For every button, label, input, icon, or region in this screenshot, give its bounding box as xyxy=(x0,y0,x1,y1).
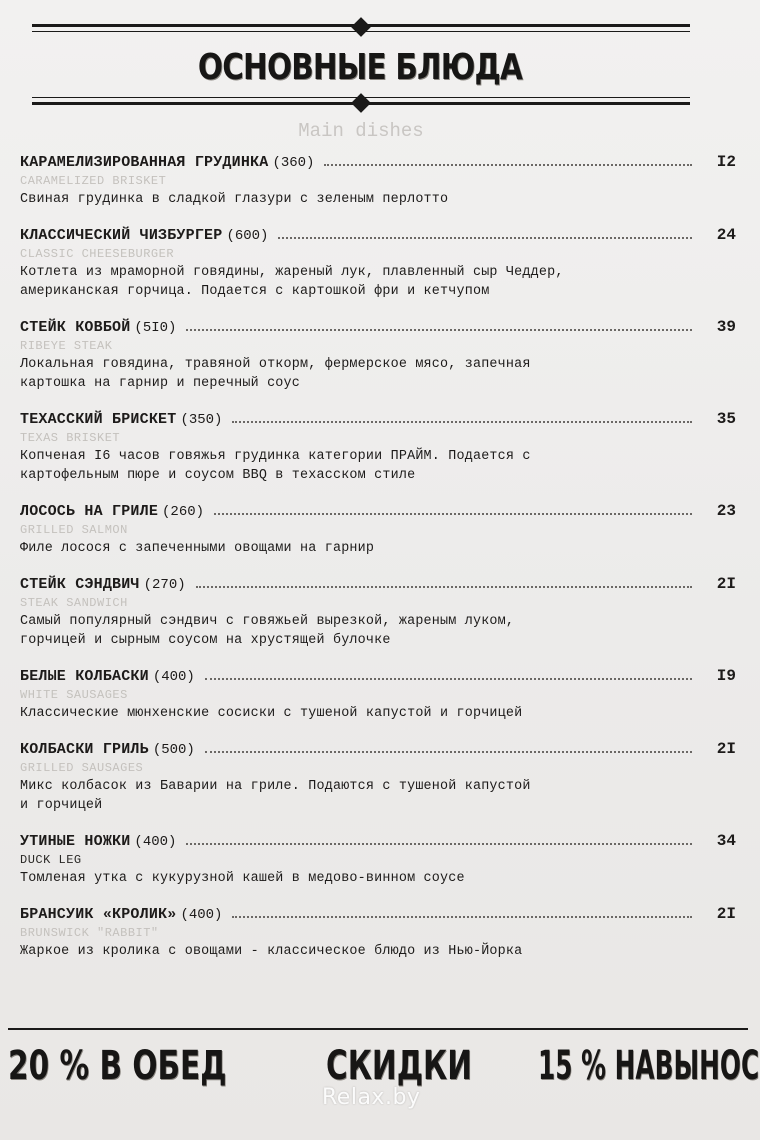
dish-english-name: CLASSIC CHEESEBURGER xyxy=(20,247,175,261)
dish-name: СТЕЙК КОВБОЙ xyxy=(20,319,131,336)
dot-leader xyxy=(232,904,692,918)
dot-leader xyxy=(232,409,692,423)
dish-item xyxy=(20,407,736,485)
dish-item xyxy=(20,664,736,723)
watermark: Relax.by xyxy=(322,1085,421,1110)
dish-name: КОЛБАСКИ ГРИЛЬ xyxy=(20,741,149,758)
dish-weight: (400) xyxy=(180,907,223,923)
dish-weight: (400) xyxy=(152,669,195,685)
dish-english-name: GRILLED SAUSAGES xyxy=(20,761,144,775)
dish-description: Микс колбасок из Баварии на гриле. Подаются с тушеной капустой и горчицей xyxy=(20,779,531,813)
dish-item xyxy=(20,572,736,650)
dish-name: ЛОСОСЬ НА ГРИЛЕ xyxy=(20,503,159,520)
dot-leader xyxy=(214,501,692,515)
dish-description: Свиная грудинка в сладкой глазури с зеленым перлотто xyxy=(20,192,449,207)
dot-leader xyxy=(186,831,692,845)
section-subtitle: Main dishes xyxy=(298,120,424,142)
dish-item xyxy=(20,499,736,558)
dish-item xyxy=(20,902,736,961)
dish-name: УТИНЫЕ НОЖКИ xyxy=(20,833,131,850)
dish-list xyxy=(20,150,736,975)
dish-description: Классические мюнхенские сосиски с тушеной капустой и горчицей xyxy=(20,706,523,721)
dish-weight: (400) xyxy=(134,834,177,850)
dish-english-name: TEXAS BRISKET xyxy=(20,431,121,445)
dish-description: Томленая утка с кукурузной кашей в медово-винном соусе xyxy=(20,871,465,886)
dish-name: КЛАССИЧЕСКИЙ ЧИЗБУРГЕР xyxy=(20,227,223,244)
dish-item xyxy=(20,223,736,301)
dish-price: 34 xyxy=(716,832,736,850)
dish-item xyxy=(20,315,736,393)
dish-price: 2I xyxy=(716,905,736,923)
dot-leader xyxy=(186,317,692,331)
top-ornament-rule xyxy=(32,22,690,34)
dish-english-name: BRUNSWICK "RABBIT" xyxy=(20,926,159,940)
dish-weight: (350) xyxy=(180,412,223,428)
dish-price: I2 xyxy=(716,153,736,171)
dot-leader xyxy=(278,225,692,239)
dish-item xyxy=(20,737,736,815)
dish-item xyxy=(20,150,736,209)
dot-leader xyxy=(205,739,692,753)
dish-name: БЕЛЫЕ КОЛБАСКИ xyxy=(20,668,149,685)
dish-price: 39 xyxy=(716,318,736,336)
dish-price: 35 xyxy=(716,410,736,428)
dish-weight: (270) xyxy=(143,577,186,593)
dish-item xyxy=(20,829,736,888)
dish-description: Самый популярный сэндвич с говяжьей вырезкой, жареным луком, горчицей и сырным соусом на хрустящей булочке xyxy=(20,614,515,648)
dish-weight: (360) xyxy=(272,155,315,171)
dish-description: Копченая I6 часов говяжья грудинка категории ПРАЙМ. Подается с картофельным пюре и соусом BBQ в техасском стиле xyxy=(20,449,531,483)
dish-description: Филе лосося с запеченными овощами на гарнир xyxy=(20,541,375,556)
discounts-label: СКИДКИ xyxy=(326,1043,473,1089)
dish-name: СТЕЙК СЭНДВИЧ xyxy=(20,576,140,593)
bottom-ornament-rule xyxy=(32,96,690,108)
takeaway-discount: 15 % НАВЫНОС xyxy=(538,1043,760,1089)
dish-price: 23 xyxy=(716,502,736,520)
dish-english-name: DUCK LEG xyxy=(20,853,82,867)
dish-weight: (260) xyxy=(162,504,205,520)
dish-name: КАРАМЕЛИЗИРОВАННАЯ ГРУДИНКА xyxy=(20,154,269,171)
lunch-discount: 20 % В ОБЕД xyxy=(8,1043,227,1089)
dish-price: 24 xyxy=(716,226,736,244)
dish-english-name: WHITE SAUSAGES xyxy=(20,688,128,702)
dish-english-name: CARAMELIZED BRISKET xyxy=(20,174,167,188)
dish-weight: (600) xyxy=(226,228,269,244)
footer-rule xyxy=(8,1028,748,1030)
dish-english-name: RIBEYE STEAK xyxy=(20,339,113,353)
dot-leader xyxy=(196,574,692,588)
section-title: ОСНОВНЫЕ БЛЮДА xyxy=(197,47,523,88)
dish-description: Жаркое из кролика с овощами - классическое блюдо из Нью-Йорка xyxy=(20,944,523,959)
dish-name: ТЕХАССКИЙ БРИСКЕТ xyxy=(20,411,177,428)
dish-price: I9 xyxy=(716,667,736,685)
dish-weight: (5I0) xyxy=(134,320,177,336)
dish-english-name: GRILLED SALMON xyxy=(20,523,128,537)
dish-price: 2I xyxy=(716,740,736,758)
dish-description: Локальная говядина, травяной откорм, фермерское мясо, запечная картошка на гарнир и перечный соус xyxy=(20,357,531,391)
dish-weight: (500) xyxy=(152,742,195,758)
dish-description: Котлета из мраморной говядины, жареный лук, плавленный сыр Чеддер, американская горчица. Подается с картошкой фри и кетчупом xyxy=(20,265,564,299)
dish-price: 2I xyxy=(716,575,736,593)
dot-leader xyxy=(205,666,692,680)
dish-name: БРАНСУИК «КРОЛИК» xyxy=(20,906,177,923)
dot-leader xyxy=(324,152,692,166)
dish-english-name: STEAK SANDWICH xyxy=(20,596,128,610)
